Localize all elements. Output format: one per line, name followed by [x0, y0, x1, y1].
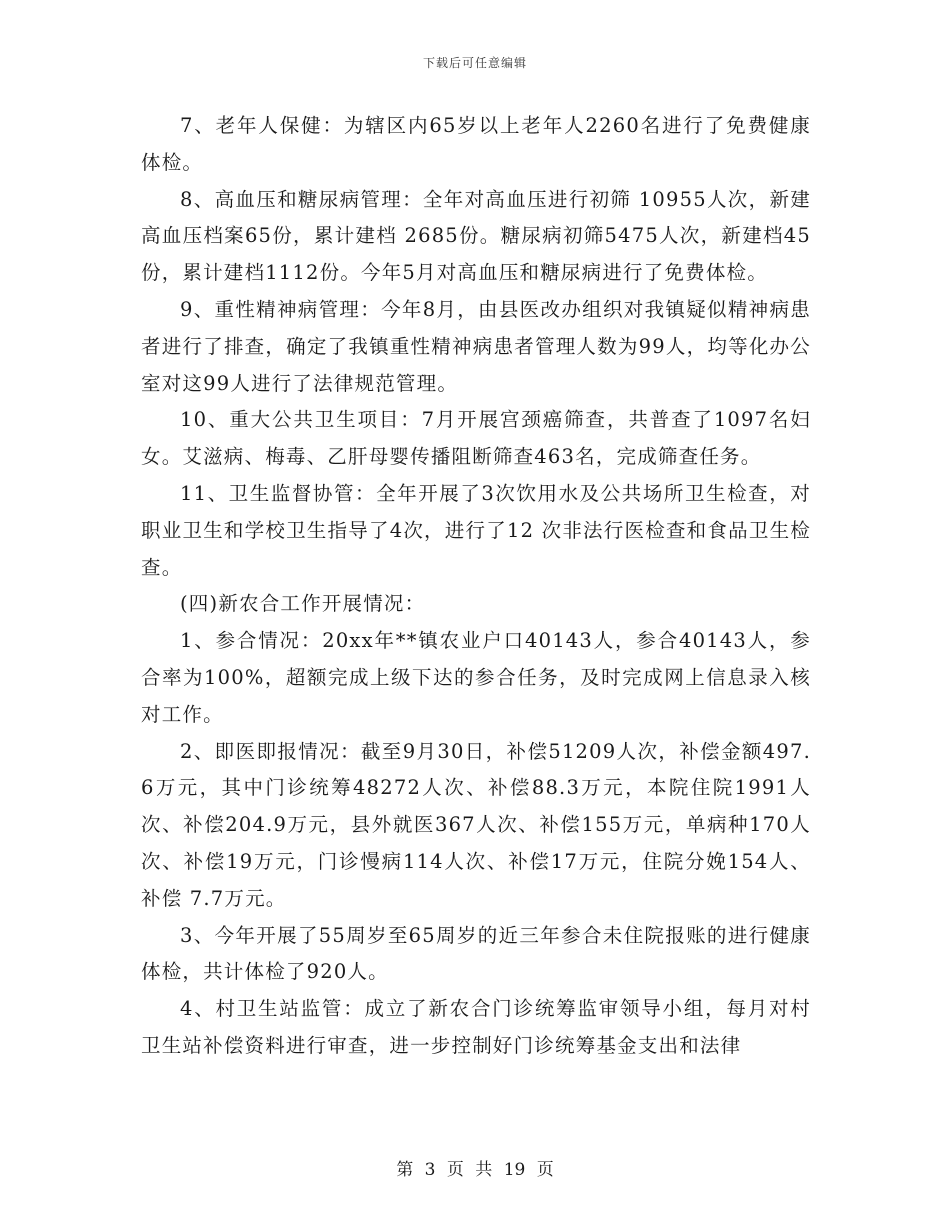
paragraph-health-supervision: 11、卫生监督协管：全年开展了3次饮用水及公共场所卫生检查，对职业卫生和学校卫生指导了4次，进行了12 次非法行医检查和食品卫生检查。 [141, 481, 811, 579]
document-body [141, 108, 811, 1065]
paragraph-reimbursement: 2、即医即报情况：截至9月30日，补偿51209人次，补偿金额497.6万元，其中门诊统筹48272人次、补偿88.3万元，本院住院1991人次、补偿204.9万元，县外就医367人次、补偿155万元，单病种170人次、补偿19万元，门诊慢病114人次、补偿17万元，住院分娩154人、补偿 7.7万元。 [141, 739, 811, 910]
paragraph-village-clinic: 4、村卫生站监管：成立了新农合门诊统筹监审领导小组，每月对村卫生站补偿资料进行审查，进一步控制好门诊统筹基金支出和法律 [141, 997, 811, 1057]
page-header: 下载后可任意编辑 [422, 56, 527, 70]
paragraph-participation: 1、参合情况：20xx年**镇农业户口40143人，参合40143人，参合率为100%，超额完成上级下达的参合任务，及时完成网上信息录入核对工作。 [141, 629, 811, 726]
paragraph-health-checkup: 3、今年开展了55周岁至65周岁的近三年参合未住院报账的进行健康体检，共计体检了920人。 [141, 923, 811, 984]
section-heading-rural-cooperative: (四)新农合工作开展情况： [180, 592, 426, 616]
paragraph-elderly-care: 7、老年人保健：为辖区内65岁以上老年人2260名进行了免费健康体检。 [141, 114, 811, 174]
page-footer: 第 3 页 共 19 页 [396, 1160, 554, 1180]
paragraph-public-health-project: 10、重大公共卫生项目：7月开展宫颈癌筛查，共普查了1097名妇女。艾滋病、梅毒、乙肝母婴传播阻断筛查463名，完成筛查任务。 [141, 408, 811, 469]
paragraph-hypertension-diabetes: 8、高血压和糖尿病管理：全年对高血压进行初筛 10955人次，新建高血压档案65份，累计建档 2685份。糖尿病初筛5475人次，新建档45份，累计建档1112份。今年5月对高血压和糖尿病进行了免费体检。 [141, 187, 811, 285]
paragraph-mental-illness: 9、重性精神病管理：今年8月，由县医改办组织对我镇疑似精神病患者进行了排查，确定了我镇重性精神病患者管理人数为99人，均等化办公室对这99人进行了法律规范管理。 [141, 297, 811, 395]
